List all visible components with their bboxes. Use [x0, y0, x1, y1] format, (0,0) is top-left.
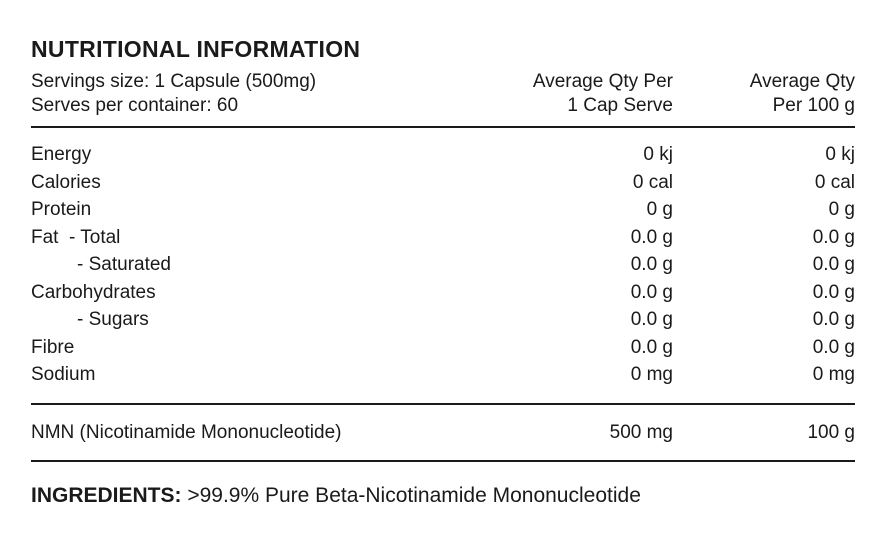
table-row: [31, 169, 855, 197]
nutrient-per-serve: 0 g: [646, 199, 673, 220]
table-row: [31, 279, 855, 307]
column-header-per-serve-line1: Average Qty Per: [532, 71, 673, 92]
nmn-per-serve: 500 mg: [609, 421, 673, 443]
divider-bottom: [31, 460, 855, 462]
nutrient-per-serve: 0 cal: [632, 171, 673, 193]
nmn-name: NMN (Nicotinamide Mononucleotide): [31, 421, 342, 443]
nutrient-name: Fat - Total: [31, 226, 121, 248]
ingredients-label: INGREDIENTS:: [31, 483, 182, 507]
ingredients-text: >99.9% Pure Beta-Nicotinamide Mononucleotide: [181, 483, 641, 507]
nutrient-name: Protein: [31, 199, 92, 220]
nutrient-per-100g: 0 cal: [814, 171, 855, 193]
nutrient-per-serve: 0.0 g: [630, 254, 673, 275]
nutrient-rows: [31, 128, 855, 403]
nutrient-per-100g: 0.0 g: [812, 226, 855, 248]
nutrient-per-serve: 0 kj: [643, 144, 673, 165]
nmn-per-100g: 100 g: [807, 421, 855, 443]
nutrient-per-serve: 0.0 g: [630, 336, 673, 358]
nutrient-per-100g: 0.0 g: [812, 309, 855, 330]
table-header: [31, 70, 855, 122]
serving-size: Servings size: 1 Capsule (500mg): [31, 71, 317, 92]
nutrient-per-serve: 0 mg: [630, 364, 673, 385]
table-row: [31, 361, 855, 389]
column-header-per-serve: [453, 70, 673, 122]
nutrient-name: Energy: [31, 144, 92, 165]
nutrient-per-100g: 0 g: [828, 199, 855, 220]
nutrient-per-100g: 0.0 g: [812, 281, 855, 303]
nutrient-per-100g: 0.0 g: [812, 336, 855, 358]
serves-per-container: Serves per container: 60: [31, 95, 239, 116]
nutrient-per-100g: 0.0 g: [812, 254, 855, 275]
column-header-per-serve-line2: 1 Cap Serve: [567, 95, 673, 116]
nutrient-name: Calories: [31, 171, 101, 193]
nutrient-name: - Sugars: [77, 309, 149, 330]
panel-title: NUTRITIONAL INFORMATION: [31, 36, 361, 62]
column-header-per-100g-line2: Per 100 g: [772, 95, 855, 116]
nutrient-per-serve: 0.0 g: [630, 309, 673, 330]
table-row: [31, 196, 855, 224]
nutrient-name: Carbohydrates: [31, 281, 156, 303]
nutrient-per-serve: 0.0 g: [630, 226, 673, 248]
table-row: [31, 141, 855, 169]
nutrient-per-100g: 0 kj: [825, 144, 855, 165]
serving-info: [31, 70, 453, 122]
table-row: [31, 251, 855, 279]
nutrient-name: Fibre: [31, 336, 75, 358]
column-header-per-100g: [673, 70, 855, 122]
nutrient-name: Sodium: [31, 364, 96, 385]
column-header-per-100g-line1: Average Qty: [749, 71, 855, 92]
table-row: [31, 334, 855, 362]
nutrient-per-serve: 0.0 g: [630, 281, 673, 303]
nutrition-panel: [31, 34, 855, 510]
nutrient-name: - Saturated: [77, 254, 171, 275]
nutrient-per-100g: 0 mg: [812, 364, 855, 385]
table-row: [31, 224, 855, 252]
table-row-nmn: [31, 405, 855, 460]
ingredients-line: [31, 482, 855, 510]
table-row: [31, 306, 855, 334]
